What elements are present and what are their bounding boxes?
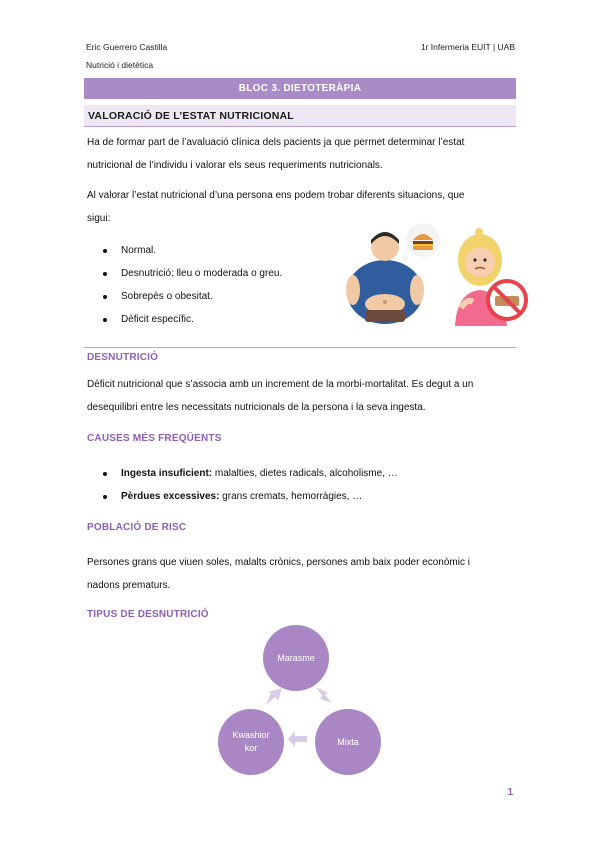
cause-label: Pèrdues excessives:: [121, 491, 220, 502]
desnutricio-line: desequilibri entre les necessitats nutricionals de la persona i la seva ingesta.: [87, 402, 426, 413]
poblacio-line: nadons prematurs.: [87, 580, 171, 591]
list-item: [103, 462, 398, 485]
arrow-icon: [287, 730, 309, 748]
poblacio-heading: POBLACIÓ DE RISC: [87, 522, 187, 533]
list-item: Normal.: [103, 239, 282, 262]
causes-list: [103, 462, 398, 508]
list-item: Sobrepès o obesitat.: [103, 285, 282, 308]
situations-line: sigui:: [87, 213, 111, 224]
bloc-title: BLOC 3. DIETOTERÀPIA: [238, 83, 362, 94]
burger-thought-icon: [402, 223, 440, 261]
header-author: Eric Guerrero Castilla: [86, 42, 168, 52]
list-item: Desnutrició: lleu o moderada o greu.: [103, 262, 282, 285]
section-title-bar: [84, 105, 516, 127]
tipus-heading: TIPUS DE DESNUTRICIÓ: [87, 609, 209, 620]
list-item: [103, 485, 398, 508]
cause-text: grans cremats, hemorràgies, …: [219, 491, 363, 502]
situations-list: [103, 239, 282, 331]
intro-line: nutricional de l’individu i valorar els seus requeriments nutricionals.: [87, 160, 383, 171]
node-marasme: Marasme: [263, 625, 329, 691]
page-number: 1: [507, 787, 513, 798]
cause-text: malalties, dietes radicals, alcoholisme, …: [212, 468, 398, 479]
node-kwashiorkor: Kwashior kor: [218, 709, 284, 775]
section-divider: [84, 347, 516, 348]
header-subject: Nutrició i dietètica: [86, 60, 154, 70]
nutrition-illustration: [345, 222, 535, 327]
desnutricio-types-diagram: [215, 620, 385, 780]
poblacio-line: Persones grans que viuen soles, malalts crònics, persones amb baix poder econòmic i: [87, 557, 470, 568]
causes-heading: CAUSES MÉS FREQÜENTS: [87, 433, 222, 444]
header-course: 1r Infermeria EUIT | UAB: [420, 42, 515, 52]
section-title: VALORACIÓ DE L’ESTAT NUTRICIONAL: [88, 109, 294, 122]
node-mixta: Mixta: [315, 709, 381, 775]
desnutricio-paragraph: [87, 373, 517, 419]
arrow-icon: [263, 686, 285, 708]
poblacio-paragraph: [87, 551, 517, 597]
no-food-icon: [488, 281, 526, 319]
bloc-title-bar: [84, 78, 516, 99]
cause-label: Ingesta insuficient:: [121, 468, 213, 479]
arrow-icon: [313, 684, 335, 706]
desnutricio-line: Dèficit nutricional que s’associa amb un increment de la morbi-mortalitat. Es degut a un: [87, 379, 474, 390]
list-item: Dèficit específic.: [103, 308, 282, 331]
situations-line: Al valorar l’estat nutricional d’una persona ens podem trobar diferents situacions, que: [87, 190, 465, 201]
intro-line: Ha de formar part de l’avaluació clínica dels pacients ja que permet determinar l’estat: [87, 137, 465, 148]
desnutricio-heading: DESNUTRICIÓ: [87, 352, 159, 363]
intro-paragraph: [87, 131, 517, 177]
